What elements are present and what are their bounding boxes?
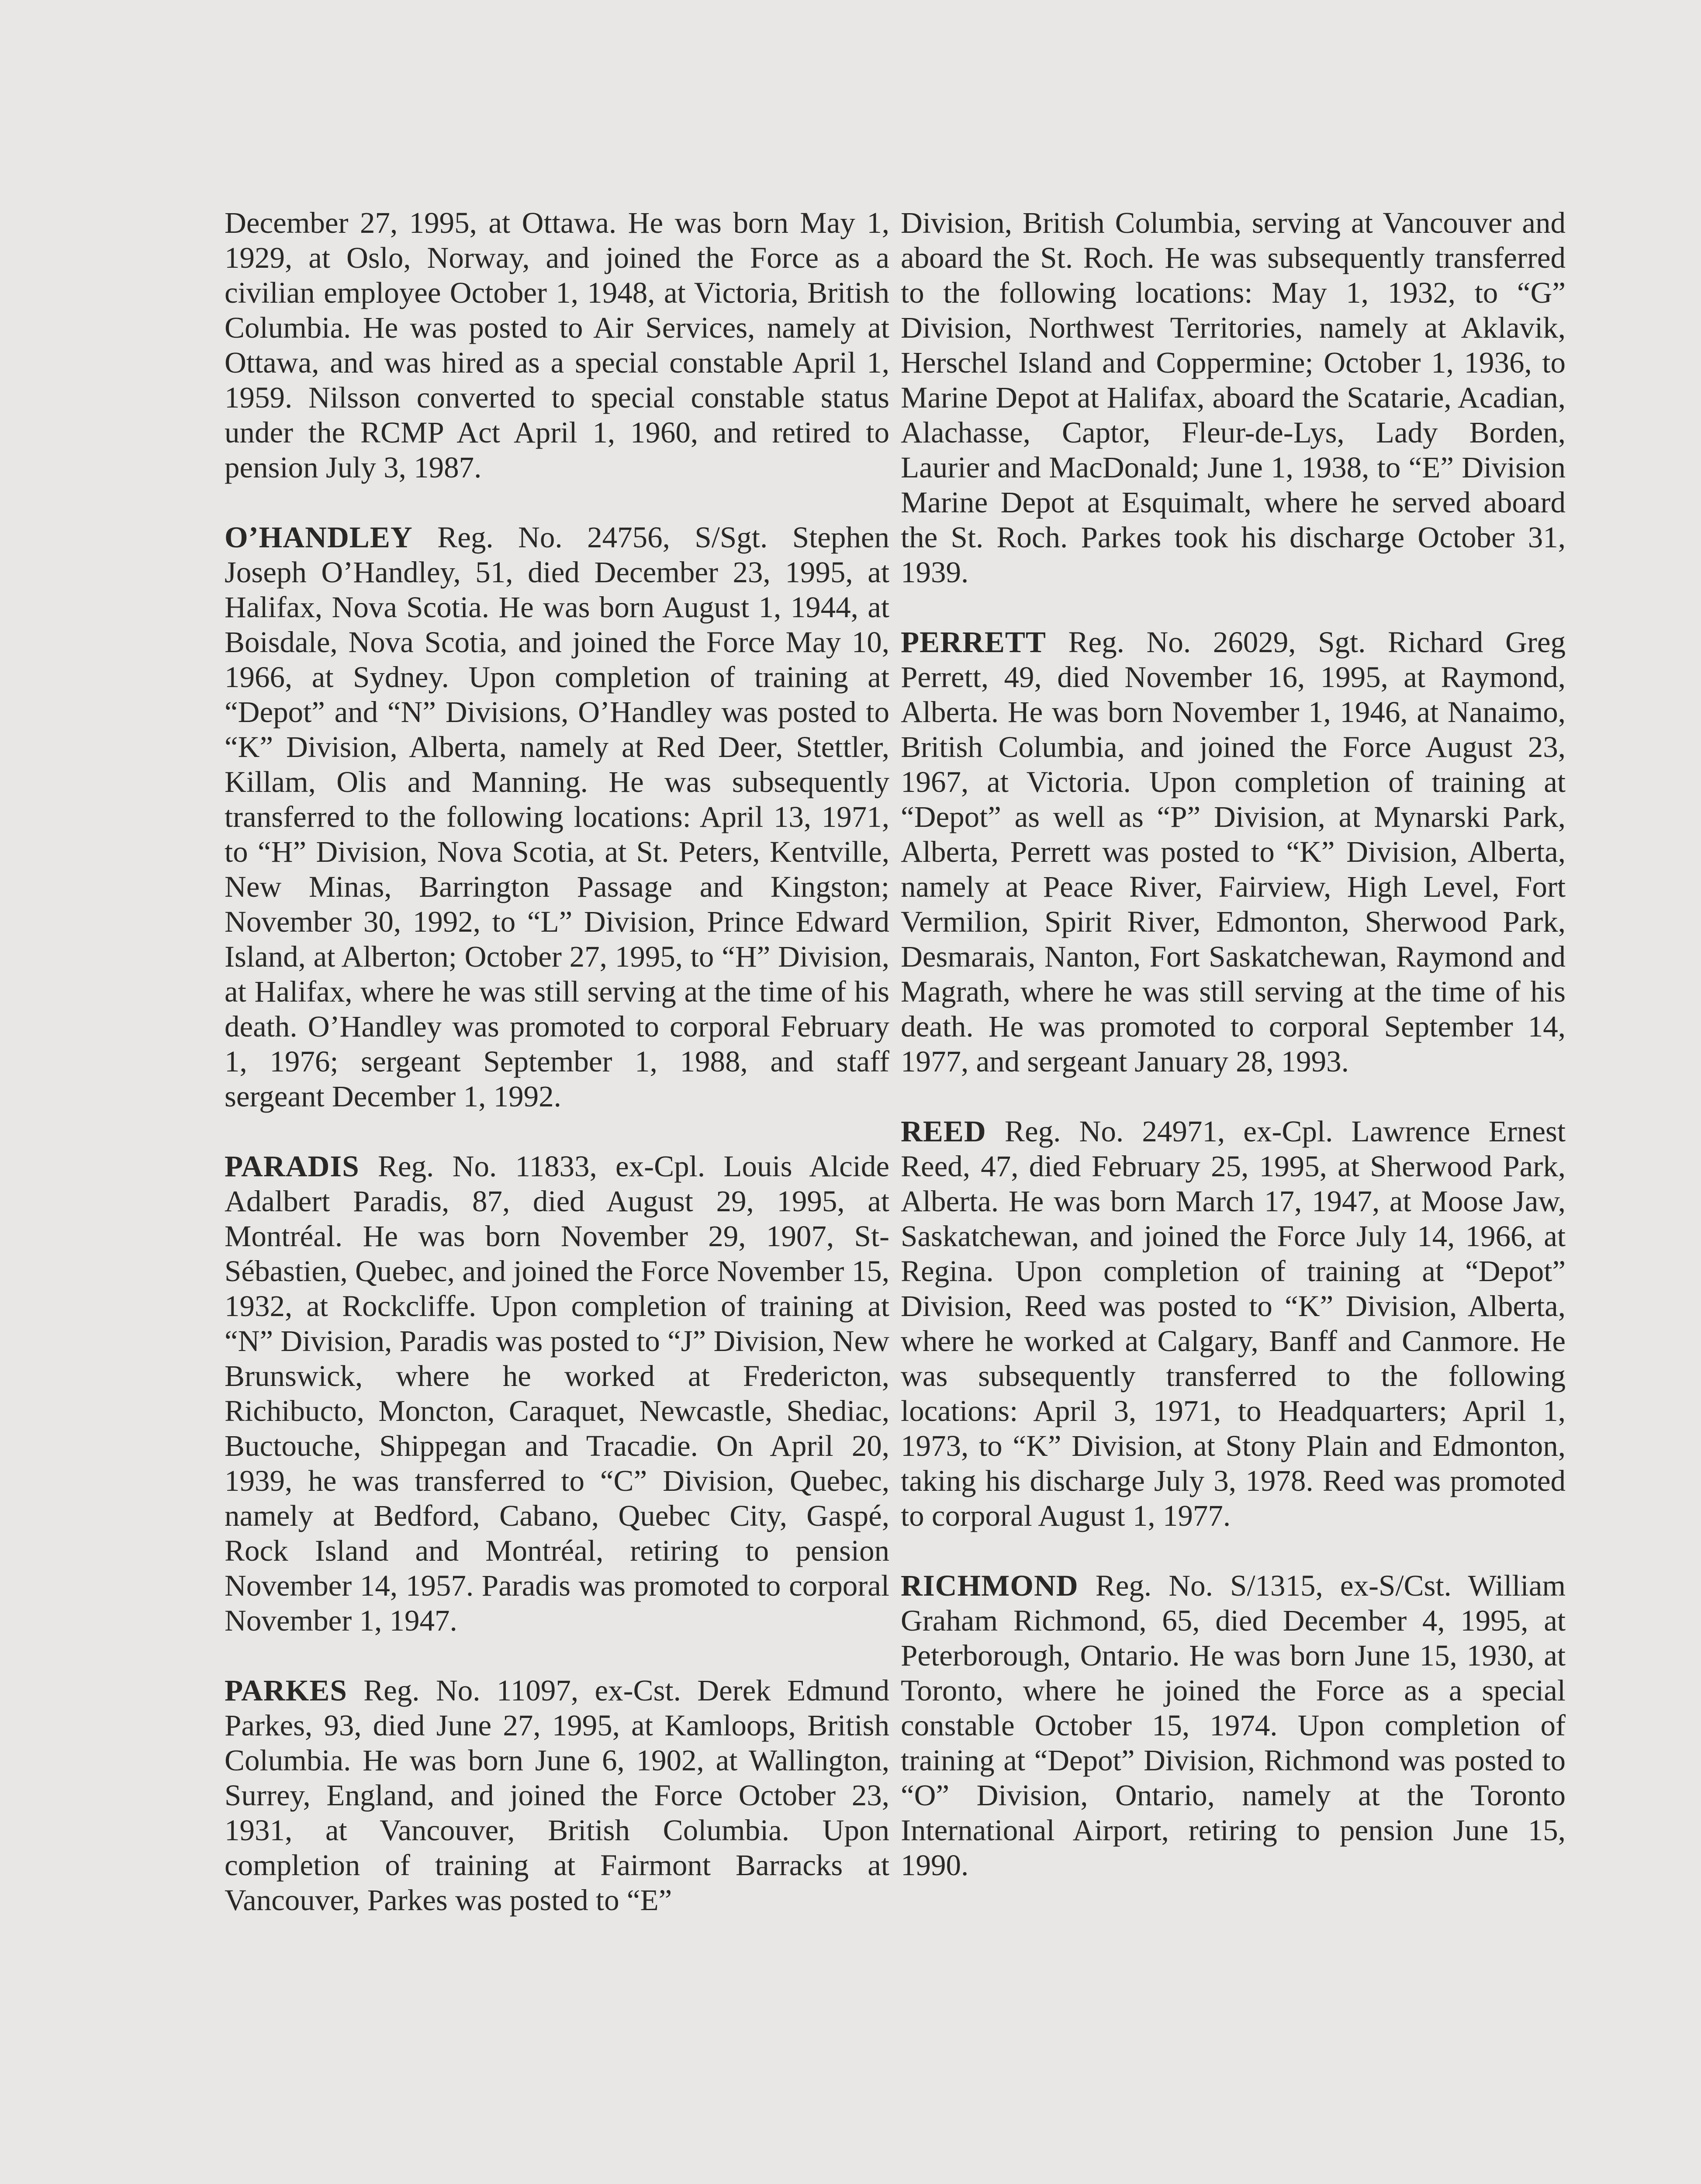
obituary-entry-ohandley	[225, 520, 889, 1114]
entry-text: Reg. No. 24756, S/Sgt. Stephen Joseph O’Handley, 51, died December 23, 1995, at Halifax, Nova Scotia. He was born August 1, 1944, at Boisdale, Nova Scotia, and joined the Force May 10, 1966, at Sydney. Upon completion of training at “Depot” and “N” Divisions, O’Handley was posted to “K” Division, Alberta, namely at Red Deer, Stettler, Killam, Olis and Manning. He was subsequently transferred to the following locations: April 13, 1971, to “H” Division, Nova Scotia, at St. Peters, Kentville, New Minas, Barrington Passage and Kingston; November 30, 1992, to “L” Division, Prince Edward Island, at Alberton; October 27, 1995, to “H” Division, at Halifax, where he was still serving at the time of his death. O’Handley was promoted to corporal February 1, 1976; sergeant September 1, 1988, and staff sergeant December 1, 1992.	[225, 521, 889, 1113]
entry-surname: PARADIS	[225, 1150, 360, 1183]
entry-text: Reg. No. S/1315, ex-S/Cst. William Graham Richmond, 65, died December 4, 1995, at Peterborough, Ontario. He was born June 15, 1930, at Toronto, where he joined the Force as a special constable October 15, 1974. Upon completion of training at “Depot” Division, Richmond was posted to “O” Division, Ontario, namely at the Toronto International Airport, retiring to pension June 15, 1990.	[901, 1569, 1566, 1882]
entry-surname: O’HANDLEY	[225, 521, 413, 554]
right-column	[901, 205, 1566, 1883]
entry-surname: PERRETT	[901, 625, 1046, 659]
entry-surname: PARKES	[225, 1674, 347, 1707]
obituary-entry-reed	[901, 1114, 1566, 1533]
left-column	[225, 205, 889, 1918]
entry-text: Reg. No. 11833, ex-Cpl. Louis Alcide Adalbert Paradis, 87, died August 29, 1995, at Montréal. He was born November 29, 1907, St-Sébastien, Quebec, and joined the Force November 15, 1932, at Rockcliffe. Upon completion of training at “N” Division, Paradis was posted to “J” Division, New Brunswick, where he worked at Fredericton, Richibucto, Moncton, Caraquet, Newcastle, Shediac, Buctouche, Shippegan and Tracadie. On April 20, 1939, he was transferred to “C” Division, Quebec, namely at Bedford, Cabano, Quebec City, Gaspé, Rock Island and Montréal, retiring to pension November 14, 1957. Paradis was promoted to corporal November 1, 1947.	[225, 1150, 889, 1637]
entry-text: Reg. No. 11097, ex-Cst. Derek Edmund Parkes, 93, died June 27, 1995, at Kamloops, British Columbia. He was born June 6, 1902, at Wallington, Surrey, England, and joined the Force October 23, 1931, at Vancouver, British Columbia. Upon completion of training at Fairmont Barracks at Vancouver, Parkes was posted to “E”	[225, 1674, 889, 1917]
obituary-entry-perrett	[901, 625, 1566, 1079]
entry-surname: REED	[901, 1115, 986, 1148]
entry-text: Reg. No. 24971, ex-Cpl. Lawrence Ernest Reed, 47, died February 25, 1995, at Sherwood Park, Alberta. He was born March 17, 1947, at Moose Jaw, Saskatchewan, and joined the Force July 14, 1966, at Regina. Upon completion of training at “Depot” Division, Reed was posted to “K” Division, Alberta, where he worked at Calgary, Banff and Canmore. He was subsequently transferred to the following locations: April 3, 1971, to Headquarters; April 1, 1973, to “K” Division, at Stony Plain and Edmonton, taking his discharge July 3, 1978. Reed was promoted to corporal August 1, 1977.	[901, 1115, 1566, 1532]
obituary-entry-parkes	[225, 1673, 889, 1918]
entry-text: Reg. No. 26029, Sgt. Richard Greg Perrett, 49, died November 16, 1995, at Raymond, Alberta. He was born November 1, 1946, at Nanaimo, British Columbia, and joined the Force August 23, 1967, at Victoria. Upon completion of training at “Depot” as well as “P” Division, at Mynarski Park, Alberta, Perrett was posted to “K” Division, Alberta, namely at Peace River, Fairview, High Level, Fort Vermilion, Spirit River, Edmonton, Sherwood Park, Desmarais, Nanton, Fort Saskatchewan, Raymond and Magrath, where he was still serving at the time of his death. He was promoted to corporal September 14, 1977, and sergeant January 28, 1993.	[901, 625, 1566, 1078]
entry-surname: RICHMOND	[901, 1569, 1079, 1602]
obituary-entry-paradis	[225, 1149, 889, 1638]
obituary-entry-richmond	[901, 1568, 1566, 1883]
continuation-paragraph: December 27, 1995, at Ottawa. He was born May 1, 1929, at Oslo, Norway, and joined the Force as a civilian employee October 1, 1948, at Victoria, British Columbia. He was posted to Air Services, namely at Ottawa, and was hired as a special constable April 1, 1959. Nilsson converted to special constable status under the RCMP Act April 1, 1960, and retired to pension July 3, 1987.	[225, 206, 889, 484]
continuation-paragraph: Division, British Columbia, serving at Vancouver and aboard the St. Roch. He was subsequently transferred to the following locations: May 1, 1932, to “G” Division, Northwest Territories, namely at Aklavik, Herschel Island and Coppermine; October 1, 1936, to Marine Depot at Halifax, aboard the Scatarie, Acadian, Alachasse, Captor, Fleur-de-Lys, Lady Borden, Laurier and MacDonald; June 1, 1938, to “E” Division Marine Depot at Esquimalt, where he served aboard the St. Roch. Parkes took his discharge October 31, 1939.	[901, 206, 1566, 589]
